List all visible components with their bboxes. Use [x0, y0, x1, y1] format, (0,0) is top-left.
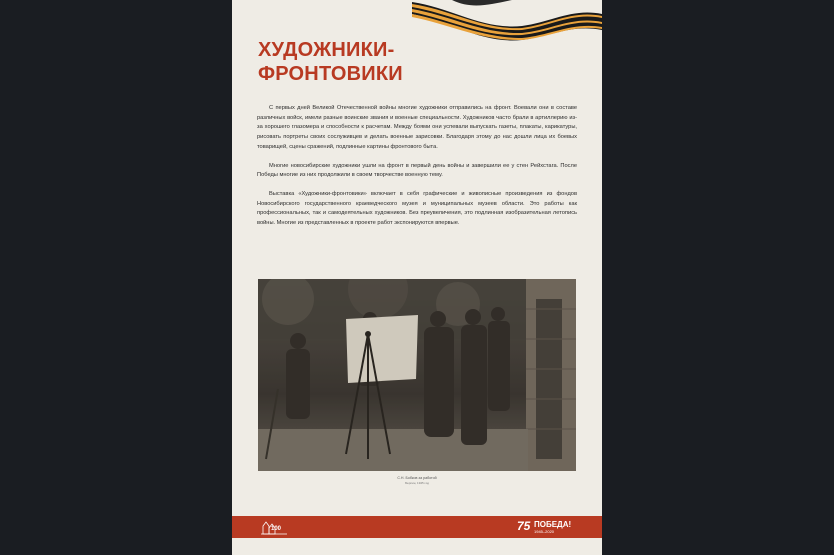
- anniversary-number: 100: [271, 526, 282, 532]
- anniversary-logo: [259, 518, 289, 536]
- victory-word: ПОБЕДА!: [534, 520, 572, 529]
- photo-caption-text: С.Н. Бобков за работой: [397, 476, 437, 480]
- page-title: [258, 38, 403, 86]
- paragraph-2: Многие новосибирские художники ушли на фронт в первый день войны и завершили ее у стен Рейхстага. После Победы многие из них продолжили в своем творчестве военную тему.: [257, 162, 577, 179]
- exhibition-poster: [232, 0, 602, 555]
- paragraph-3: Выставка «Художники-фронтовики» включает в себя графические и живописные произведения из фондов Новосибирского государственного краеведческого музея и муниципальных музеев области. Это работы как профессиональных, так и самодеятельных художников. Без преувеличения, это подлинная изобразительная летопись войны. Многие из представленных в проекте работ экспонируются впервые.: [257, 190, 577, 227]
- st-george-ribbon-icon: [412, 0, 602, 42]
- paragraph-1: С первых дней Великой Отечественной войны многие художники отправились на фронт. Воевали они в составе различных войск, имели разные воинские звания и военные специальности. Художников часто брали в артиллерию из-за хорошего глазомера и способности к расчетам. Между боями они успевали выпускать газеты, плакаты, карикатуры, рисовать портреты своих сослуживцев и делать военные зарисовки. Благодаря этому до нас дошли лица их боевых товарищей, сцены сражений, подлинные картины фронтового быта.: [257, 105, 577, 150]
- victory-logo: [517, 519, 587, 536]
- victory-years: 1945–2020: [534, 529, 555, 534]
- title-line-1: ХУДОЖНИКИ-: [258, 39, 395, 61]
- title-line-2: ФРОНТОВИКИ: [258, 63, 403, 85]
- photo-caption: [258, 476, 576, 485]
- historical-photo: [258, 279, 576, 471]
- footer-bar: [232, 516, 602, 538]
- photo-caption-sub: Берлин, 1945 год: [405, 481, 429, 485]
- article-body: [257, 104, 577, 238]
- photo-illustration: [258, 279, 576, 471]
- victory-number: 75: [517, 519, 531, 533]
